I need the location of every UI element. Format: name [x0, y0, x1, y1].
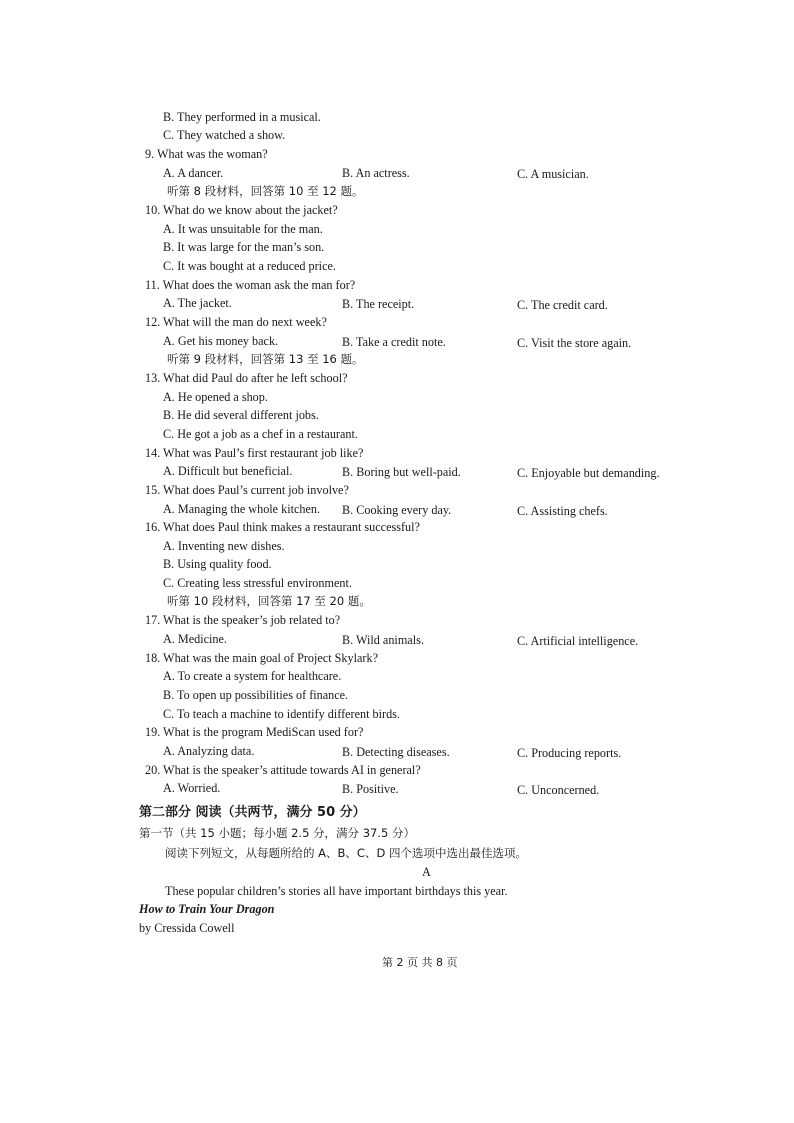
- reading-instruction: 阅读下列短文，从每题所给的 A、B、C、D 四个选项中选出最佳选项。: [165, 846, 527, 860]
- q15-option-b: B. Cooking every day.: [342, 503, 452, 517]
- question-19: 19. What is the program MediScan used for?: [145, 725, 364, 739]
- question-13: 13. What did Paul do after he left school?: [145, 371, 348, 385]
- q9-option-c: C. A musician.: [517, 167, 589, 181]
- q15-option-c: C. Assisting chefs.: [517, 504, 608, 518]
- q10-option-b: B. It was large for the man’s son.: [163, 240, 325, 254]
- page-footer: 第 2 页 共 8 页: [382, 956, 458, 969]
- q13-option-c: C. He got a job as a chef in a restaurant.: [163, 427, 358, 441]
- q9-option-b: B. An actress.: [342, 166, 410, 180]
- q8-option-b: B. They performed in a musical.: [163, 110, 321, 124]
- q10-option-c: C. It was bought at a reduced price.: [163, 259, 336, 273]
- passage-intro: These popular children’s stories all have important birthdays this year.: [165, 884, 508, 898]
- q20-option-c: C. Unconcerned.: [517, 783, 600, 797]
- book-title: How to Train Your Dragon: [139, 902, 275, 916]
- q11-option-b: B. The receipt.: [342, 297, 415, 311]
- q12-option-a: A. Get his money back.: [163, 334, 279, 348]
- listening-instruction-9: 听第 9 段材料，回答第 13 至 16 题。: [167, 352, 364, 366]
- q14-option-a: A. Difficult but beneficial.: [163, 464, 293, 478]
- question-18: 18. What was the main goal of Project Skylark?: [145, 651, 378, 665]
- q14-option-c: C. Enjoyable but demanding.: [517, 466, 660, 480]
- q19-option-a: A. Analyzing data.: [163, 744, 255, 758]
- passage-label: A: [422, 865, 431, 879]
- question-15: 15. What does Paul’s current job involve?: [145, 483, 349, 497]
- q17-option-c: C. Artificial intelligence.: [517, 634, 639, 648]
- q19-option-c: C. Producing reports.: [517, 746, 622, 760]
- q8-option-c: C. They watched a show.: [163, 128, 286, 142]
- listening-instruction-10: 听第 10 段材料，回答第 17 至 20 题。: [167, 594, 371, 608]
- q13-option-b: B. He did several different jobs.: [163, 408, 319, 422]
- question-16: 16. What does Paul think makes a restaurant successful?: [145, 520, 420, 534]
- q11-option-a: A. The jacket.: [163, 296, 232, 310]
- question-9: 9. What was the woman?: [145, 147, 268, 161]
- q20-option-b: B. Positive.: [342, 782, 399, 796]
- q12-option-b: B. Take a credit note.: [342, 335, 446, 349]
- q17-option-b: B. Wild animals.: [342, 633, 424, 647]
- q18-option-b: B. To open up possibilities of finance.: [163, 688, 349, 702]
- q13-option-a: A. He opened a shop.: [163, 390, 268, 404]
- part-2-title: 第二部分 阅读（共两节，满分 50 分）: [139, 805, 366, 820]
- q16-option-a: A. Inventing new dishes.: [163, 539, 285, 553]
- listening-instruction-8: 听第 8 段材料，回答第 10 至 12 题。: [167, 184, 364, 198]
- book-author: by Cressida Cowell: [139, 921, 235, 935]
- question-12: 12. What will the man do next week?: [145, 315, 327, 329]
- question-17: 17. What is the speaker’s job related to?: [145, 613, 341, 627]
- q18-option-a: A. To create a system for healthcare.: [163, 669, 342, 683]
- question-14: 14. What was Paul’s first restaurant job like?: [145, 446, 364, 460]
- q20-option-a: A. Worried.: [163, 781, 221, 795]
- q15-option-a: A. Managing the whole kitchen.: [163, 502, 321, 516]
- q17-option-a: A. Medicine.: [163, 632, 227, 646]
- q11-option-c: C. The credit card.: [517, 298, 608, 312]
- q16-option-c: C. Creating less stressful environment.: [163, 576, 352, 590]
- question-11: 11. What does the woman ask the man for?: [145, 278, 356, 292]
- question-20: 20. What is the speaker’s attitude towards AI in general?: [145, 763, 421, 777]
- q19-option-b: B. Detecting diseases.: [342, 745, 450, 759]
- q14-option-b: B. Boring but well-paid.: [342, 465, 461, 479]
- section-1-title: 第一节（共 15 小题；每小题 2.5 分，满分 37.5 分）: [139, 826, 415, 840]
- q16-option-b: B. Using quality food.: [163, 557, 272, 571]
- q10-option-a: A. It was unsuitable for the man.: [163, 222, 323, 236]
- question-10: 10. What do we know about the jacket?: [145, 203, 338, 217]
- q18-option-c: C. To teach a machine to identify different birds.: [163, 707, 400, 721]
- q9-option-a: A. A dancer.: [163, 166, 224, 180]
- q12-option-c: C. Visit the store again.: [517, 336, 632, 350]
